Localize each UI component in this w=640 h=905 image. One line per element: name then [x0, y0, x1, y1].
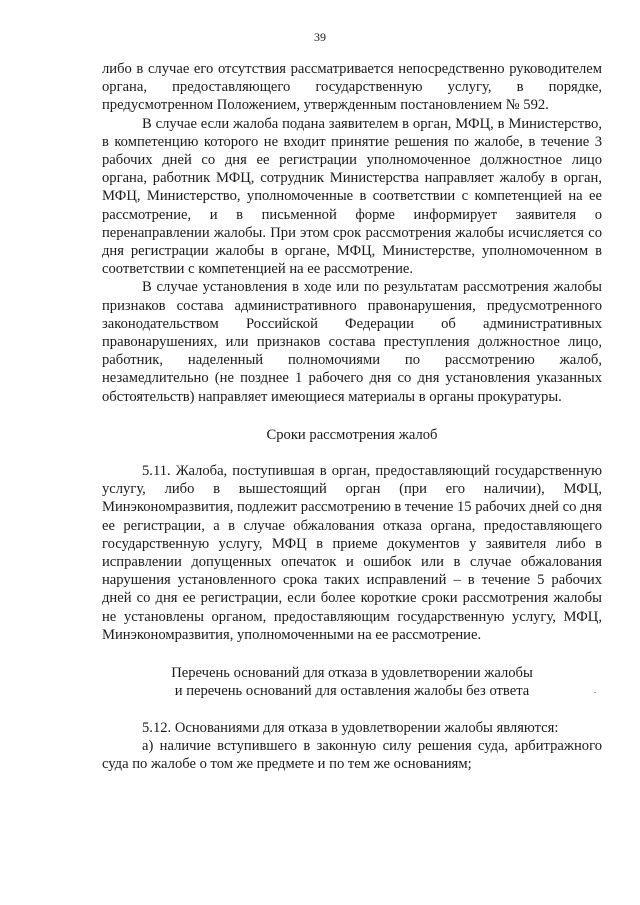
- scan-artifact: [594, 692, 596, 693]
- paragraph-complaint-redirect: В случае если жалоба подана заявителем в орган, МФЦ, в Министерство, в компетенцию которого не входит принятие решения по жалобе, в течение 3 рабочих дней со дня ее регистрации уполномоченное должностное лицо органа, работник МФЦ, сотрудник Министерства направляет жалобу в орган, МФЦ, Министерство, уполномоченные в соответствии с компетенцией на ее рассмотрение, и в письменной форме информирует заявителя о перенаправлении жалобы. При этом срок рассмотрения жалобы исчисляется со дня регистрации жалобы в органе, МФЦ, Министерстве, уполномоченном в соответствии с компетенцией на ее рассмотрение.: [102, 115, 602, 278]
- document-body: [102, 60, 602, 773]
- section-heading-refusal-grounds-line1: Перечень оснований для отказа в удовлетворении жалобы: [171, 665, 533, 682]
- paragraph-offense-signs: В случае установления в ходе или по результатам рассмотрения жалобы признаков состава административного правонарушения, предусмотренного законодательством Российской Федерации об административных правонарушениях, или признаков состава преступления должностное лицо, работник, наделенный полномочиями по рассмотрению жалоб, незамедлительно (не позднее 1 рабочего дня со дня установления указанных обстоятельств) направляет имеющиеся материалы в органы прокуратуры.: [102, 279, 602, 405]
- paragraph-continuation: либо в случае его отсутствия рассматривается непосредственно руководителем органа, предоставляющего государственную услугу, в порядке, предусмотренном Положением, утвержденным постановлением № 592.: [102, 61, 602, 114]
- page-number: 39: [314, 30, 326, 44]
- section-heading-refusal-grounds-line2: и перечень оснований для оставления жалобы без ответа: [174, 683, 530, 700]
- paragraph-5-12-a: а) наличие вступившего в законную силу решения суда, арбитражного суда по жалобе о том же предмете и по тем же основаниям;: [102, 737, 602, 772]
- paragraph-5-11: 5.11. Жалоба, поступившая в орган, предоставляющий государственную услугу, либо в вышестоящий орган (при его наличии), МФЦ, Минэкономразвития, подлежит рассмотрению в течение 15 рабочих дней со дня ее регистрации, а в случае обжалования отказа органа, предоставляющего государственную услугу, МФЦ в приеме документов у заявителя либо в исправлении допущенных опечаток и ошибок или в случае обжалования нарушения установленного срока таких исправлений – в течение 5 рабочих дней со дня ее регистрации, если более короткие сроки рассмотрения жалобы не установлены органом, предоставляющим государственную услугу, МФЦ, Минэкономразвития, уполномоченными на ее рассмотрение.: [102, 463, 602, 643]
- section-heading-review-terms: Сроки рассмотрения жалоб: [266, 426, 438, 443]
- paragraph-5-12: 5.12. Основаниями для отказа в удовлетворении жалобы являются:: [142, 719, 559, 736]
